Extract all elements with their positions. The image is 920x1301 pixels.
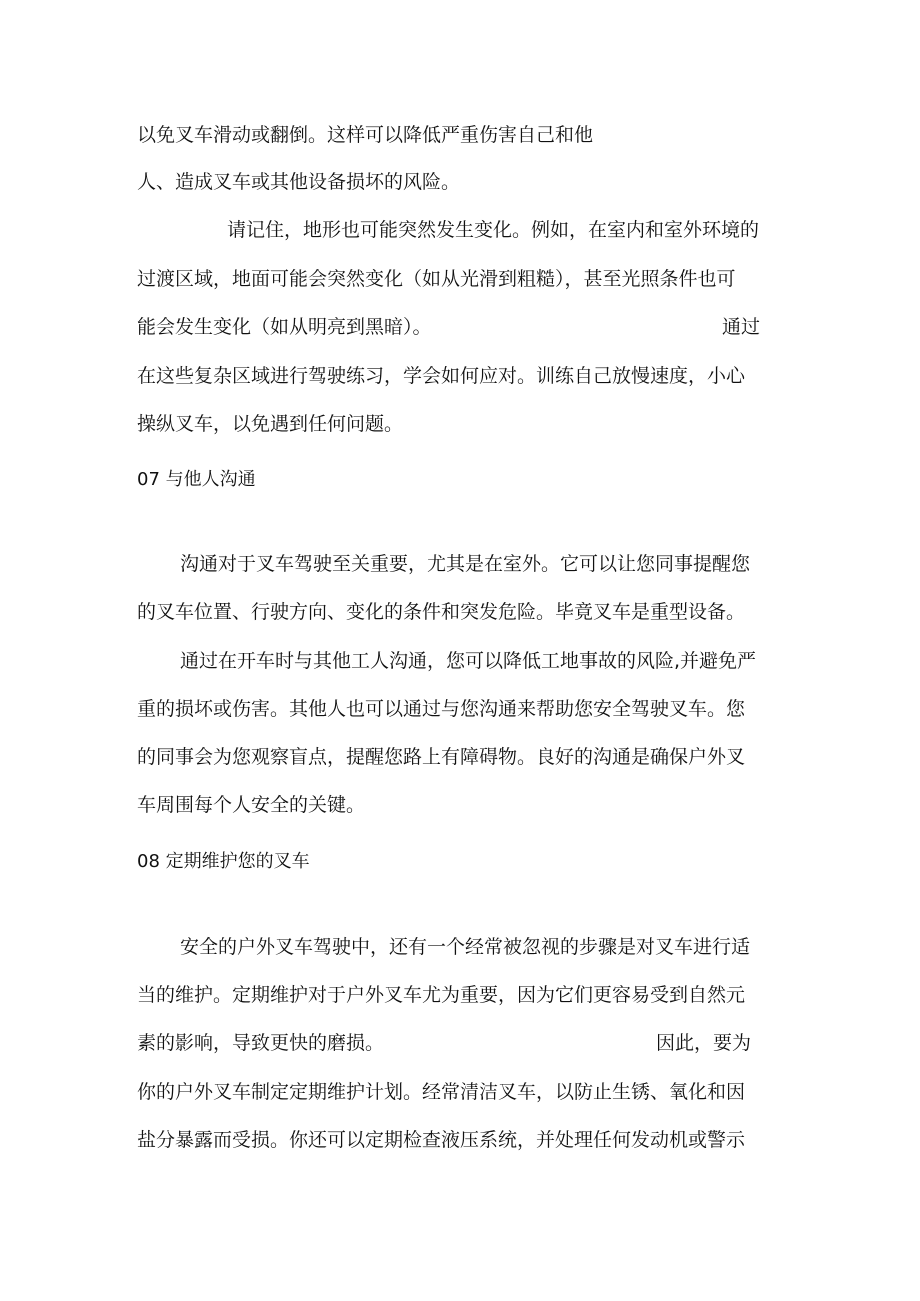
- body-text-line: 沟通对于叉车驾驶至关重要，尤其是在室外。它可以让您同事提醒您: [180, 553, 751, 575]
- body-text-line: 盐分暴露而受损。你还可以定期检查液压系统，并处理任何发动机或警示: [137, 1129, 746, 1151]
- section-heading: 07 与他人沟通: [137, 469, 256, 490]
- body-text-line: 安全的户外叉车驾驶中，还有一个经常被忽视的步骤是对叉车进行适: [180, 936, 751, 958]
- body-text-line: 因此，要为: [656, 1032, 752, 1054]
- body-text-line: 当的维护。定期维护对于户外叉车尤为重要，因为它们更容易受到自然元: [137, 984, 746, 1006]
- body-text-line: 车周围每个人安全的关键。: [137, 794, 366, 816]
- body-text-line: 的叉车位置、行驶方向、变化的条件和突发危险。毕竟叉车是重型设备。: [137, 601, 746, 623]
- body-text-line: 在这些复杂区域进行驾驶练习，学会如何应对。训练自己放慢速度，小心: [137, 365, 746, 387]
- body-text-line: 以免叉车滑动或翻倒。这样可以降低严重伤害自己和他: [137, 124, 594, 146]
- body-text-line: 过渡区域，地面可能会突然变化（如从光滑到粗糙），甚至光照条件也可: [137, 268, 736, 290]
- body-text-line: 你的户外叉车制定定期维护计划。经常清洁叉车，以防止生锈、氧化和因: [137, 1081, 746, 1103]
- body-text-line: 素的影响，导致更快的磨损。: [137, 1032, 385, 1054]
- body-text-line: 通过: [722, 316, 761, 338]
- body-text-line: 人、造成叉车或其他设备损坏的风险。: [137, 171, 461, 193]
- section-heading: 08 定期维护您的叉车: [137, 851, 310, 872]
- body-text-line: 通过在开车时与其他工人沟通，您可以降低工地事故的风险,并避免严: [180, 650, 757, 672]
- body-text-line: 操纵叉车，以免遇到任何问题。: [137, 413, 404, 435]
- body-text-line: 能会发生变化（如从明亮到黑暗）。: [137, 316, 432, 338]
- body-text-line: 请记住，地形也可能突然发生变化。例如，在室内和室外环境的: [227, 219, 760, 241]
- body-text-line: 的同事会为您观察盲点，提醒您路上有障碍物。良好的沟通是确保户外叉: [137, 746, 746, 768]
- body-text-line: 重的损坏或伤害。其他人也可以通过与您沟通来帮助您安全驾驶叉车。您: [137, 698, 746, 720]
